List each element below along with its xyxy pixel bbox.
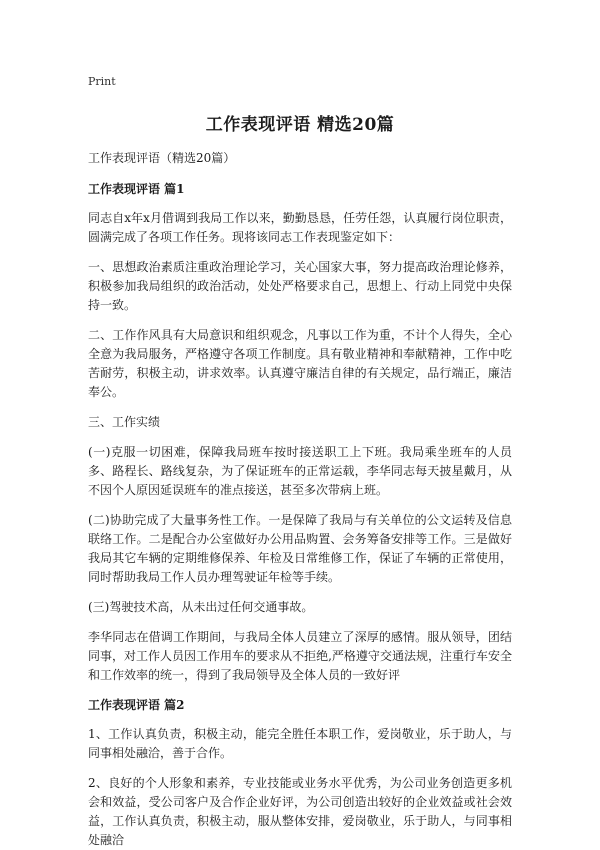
paragraph: 同志自x年x月借调到我局工作以来，勤勤恳恳，任劳任怨，认真履行岗位职责，圆满完成了各项工作任务。现将该同志工作表现鉴定如下： [88,211,512,244]
section-2 [88,696,512,850]
document-body [88,110,512,850]
section-heading: 工作表现评语 篇2 [88,698,185,712]
document-subtitle: 工作表现评语（精选20篇） [88,151,236,165]
paragraph: 1、工作认真负责，积极主动，能完全胜任本职工作，爱岗敬业，乐于助人，与同事相处融洽，善于合作。 [88,727,512,760]
paragraph: (二)协助完成了大量事务性工作。一是保障了我局与有关单位的公文运转及信息联络工作。二是配合办公室做好办公用品购置、会务筹备安排等工作。三是做好我局其它车辆的定期维修保养、年检及日常维修工作，保证了车辆的正常使用，同时帮助我局工作人员办理驾驶证年检等手续。 [88,513,512,584]
paragraph: (三)驾驶技术高，从未出过任何交通事故。 [88,600,314,614]
section-heading: 工作表现评语 篇1 [88,182,185,196]
page-title: 工作表现评语 精选20篇 [205,115,395,135]
paragraph: 一、思想政治素质注重政治理论学习，关心国家大事，努力提高政治理论修养，积极参加我局组织的政治活动，处处严格要求自己，思想上、行动上同党中央保持一致。 [88,260,512,312]
paragraph: 三、工作实绩 [88,415,161,429]
paragraph: 2、良好的个人形象和素养，专业技能或业务水平优秀，为公司业务创造更多机会和效益，受公司客户及合作企业好评，为公司创造出较好的企业效益或社会效益，工作认真负责，积极主动，服从整体安排，爱岗敬业，乐于助人，与同事相处融洽 [88,776,512,847]
paragraph: 二、工作作风具有大局意识和组织观念，凡事以工作为重，不计个人得失，全心全意为我局服务，严格遵守各项工作制度。具有敬业精神和奉献精神，工作中吃苦耐劳，积极主动，讲求效率。认真遵守廉洁自律的有关规定，品行端正，廉洁奉公。 [88,328,512,399]
paragraph: (一)克服一切困难，保障我局班车按时接送职工上下班。我局乘坐班车的人员多、路程长、路线复杂，为了保证班车的正常运载，李华同志每天披星戴月，从不因个人原因延误班车的准点接送，甚至多次带病上班。 [88,445,512,497]
section-1 [88,180,512,685]
paragraph: 李华同志在借调工作期间，与我局全体人员建立了深厚的感情。服从领导，团结同事，对工作人员因工作用车的要求从不拒绝,严格遵守交通法规，注重行车安全和工作效率的统一，得到了我局领导及全体人员的一致好评 [88,630,512,682]
print-link[interactable]: Print [88,75,116,88]
